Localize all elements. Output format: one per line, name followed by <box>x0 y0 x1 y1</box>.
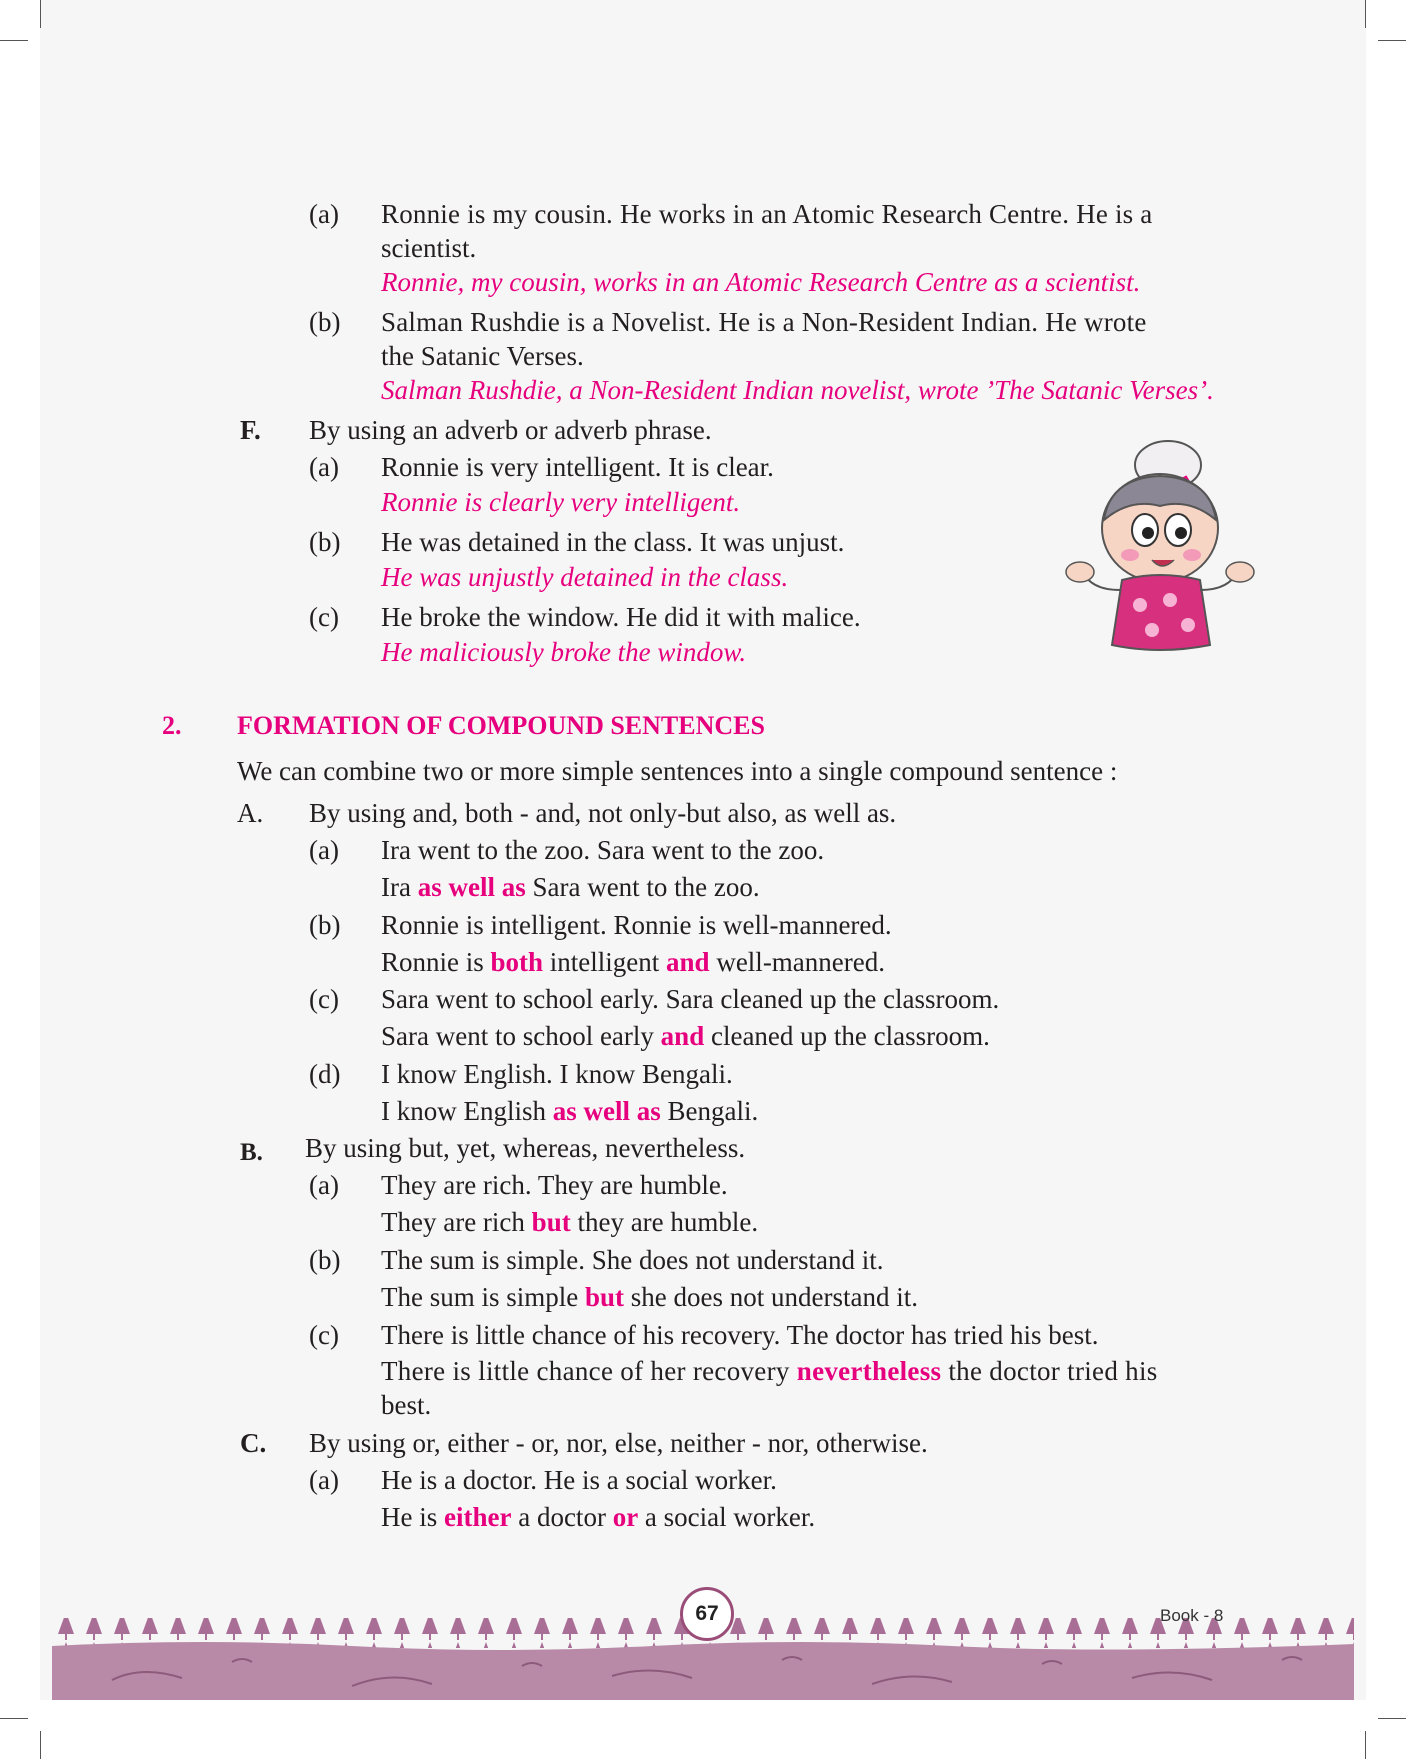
crop-mark <box>1365 1731 1366 1759</box>
section-letter: A. <box>237 798 264 828</box>
answer-text: she does not understand it. <box>630 1282 918 1312</box>
answer-line <box>381 1354 1158 1388</box>
answer-text: Ronnie, my cousin, works in an Atomic Research Centre as a scientist. <box>381 267 1141 297</box>
conjunction-keyword: and <box>660 1021 705 1051</box>
answer-text: the doctor tried his <box>948 1356 1158 1386</box>
crop-mark <box>1378 40 1406 41</box>
section-letter: F. <box>240 415 261 445</box>
answer-text: Salman Rushdie, a Non-Resident Indian novelist, wrote ’The Satanic Verses’. <box>381 375 1214 405</box>
answer-line <box>381 1280 918 1314</box>
answer-text: He is <box>381 1502 438 1532</box>
section-title: By using an adverb or adverb phrase. <box>309 415 712 445</box>
section-letter: B. <box>240 1139 263 1166</box>
question-text: Ronnie is very intelligent. It is clear. <box>381 452 774 482</box>
question-text: Sara went to school early. Sara cleaned up the classroom. <box>381 984 1000 1014</box>
answer-text: The sum is simple <box>381 1282 579 1312</box>
conjunction-keyword: either <box>444 1502 512 1532</box>
conjunction-keyword: as well as <box>417 872 526 902</box>
answer-text: best. <box>381 1390 432 1420</box>
conjunction-keyword: as well as <box>552 1096 661 1126</box>
question-text: Ronnie is my cousin. He works in an Atomic Research Centre. He is a <box>381 199 1153 229</box>
crop-mark <box>40 0 41 28</box>
question-text: I know English. I know Bengali. <box>381 1059 733 1089</box>
conjunction-keyword: or <box>612 1502 639 1532</box>
item-label: (a) <box>309 452 339 482</box>
answer-text: Bengali. <box>667 1096 759 1126</box>
question-text: The sum is simple. She does not understand it. <box>381 1245 884 1275</box>
question-text: Ronnie is intelligent. Ronnie is well-mannered. <box>381 910 892 940</box>
item-label: (c) <box>309 1320 339 1350</box>
crop-mark <box>0 1718 28 1719</box>
question-text: scientist. <box>381 233 477 263</box>
answer-text: cleaned up the classroom. <box>710 1021 990 1051</box>
crop-mark <box>0 40 28 41</box>
answer-text: They are rich <box>381 1207 525 1237</box>
answer-text: well-mannered. <box>716 947 885 977</box>
section-title: By using but, yet, whereas, nevertheless. <box>305 1133 746 1163</box>
crop-mark <box>40 1731 41 1759</box>
section-title: By using or, either - or, nor, else, neither - nor, otherwise. <box>309 1428 928 1458</box>
item-label: (b) <box>309 307 341 337</box>
answer-text: There is little chance of her recovery <box>381 1356 790 1386</box>
section-title: By using and, both - and, not only-but also, as well as. <box>309 798 897 828</box>
item-label: (a) <box>309 1170 339 1200</box>
page-number: 67 <box>680 1587 734 1641</box>
item-label: (a) <box>309 199 339 229</box>
question-text: Salman Rushdie is a Novelist. He is a Non-Resident Indian. He wrote <box>381 307 1147 337</box>
question-text: Ira went to the zoo. Sara went to the zoo. <box>381 835 825 865</box>
answer-line <box>381 1019 990 1053</box>
conjunction-keyword: but <box>585 1282 625 1312</box>
answer-text: Sara went to the zoo. <box>532 872 760 902</box>
conjunction-keyword: nevertheless <box>796 1356 942 1386</box>
answer-text: He maliciously broke the window. <box>381 637 747 667</box>
section-number: 2. <box>162 711 182 740</box>
crop-mark <box>1365 0 1366 28</box>
answer-line <box>381 1205 758 1239</box>
item-label: (d) <box>309 1059 341 1089</box>
question-text: He is a doctor. He is a social worker. <box>381 1465 777 1495</box>
item-label: (c) <box>309 602 339 632</box>
section-letter: C. <box>240 1428 267 1458</box>
item-label: (a) <box>309 1465 339 1495</box>
question-text: He was detained in the class. It was unjust. <box>381 527 845 557</box>
intro-text: We can combine two or more simple sentences into a single compound sentence : <box>237 756 1118 786</box>
answer-text: Ira <box>381 872 411 902</box>
question-text: the Satanic Verses. <box>381 341 584 371</box>
conjunction-keyword: both <box>490 947 544 977</box>
item-label: (c) <box>309 984 339 1014</box>
conjunction-keyword: and <box>666 947 710 977</box>
crop-mark <box>1378 1718 1406 1719</box>
answer-line <box>381 1500 815 1534</box>
answer-text: Sara went to school early <box>381 1021 654 1051</box>
answer-text: I know English <box>381 1096 546 1126</box>
book-label: Book - 8 <box>1160 1606 1224 1625</box>
item-label: (b) <box>309 1245 341 1275</box>
item-label: (a) <box>309 835 339 865</box>
conjunction-keyword: but <box>531 1207 571 1237</box>
answer-text: He was unjustly detained in the class. <box>381 562 789 592</box>
question-text: He broke the window. He did it with malice. <box>381 602 861 632</box>
answer-text: a social worker. <box>644 1502 816 1532</box>
answer-line <box>381 1094 758 1128</box>
cartoon-girl-illustration <box>1060 420 1270 655</box>
answer-line <box>381 870 760 904</box>
item-label: (b) <box>309 910 341 940</box>
answer-text: a doctor <box>518 1502 606 1532</box>
answer-text: intelligent <box>549 947 660 977</box>
question-text: There is little chance of his recovery. The doctor has tried his best. <box>381 1320 1099 1350</box>
answer-text: Ronnie is clearly very intelligent. <box>381 487 741 517</box>
answer-text: Ronnie is <box>381 947 484 977</box>
answer-line <box>381 945 885 979</box>
question-text: They are rich. They are humble. <box>381 1170 728 1200</box>
section-heading: FORMATION OF COMPOUND SENTENCES <box>237 711 765 740</box>
item-label: (b) <box>309 527 341 557</box>
answer-text: they are humble. <box>577 1207 759 1237</box>
